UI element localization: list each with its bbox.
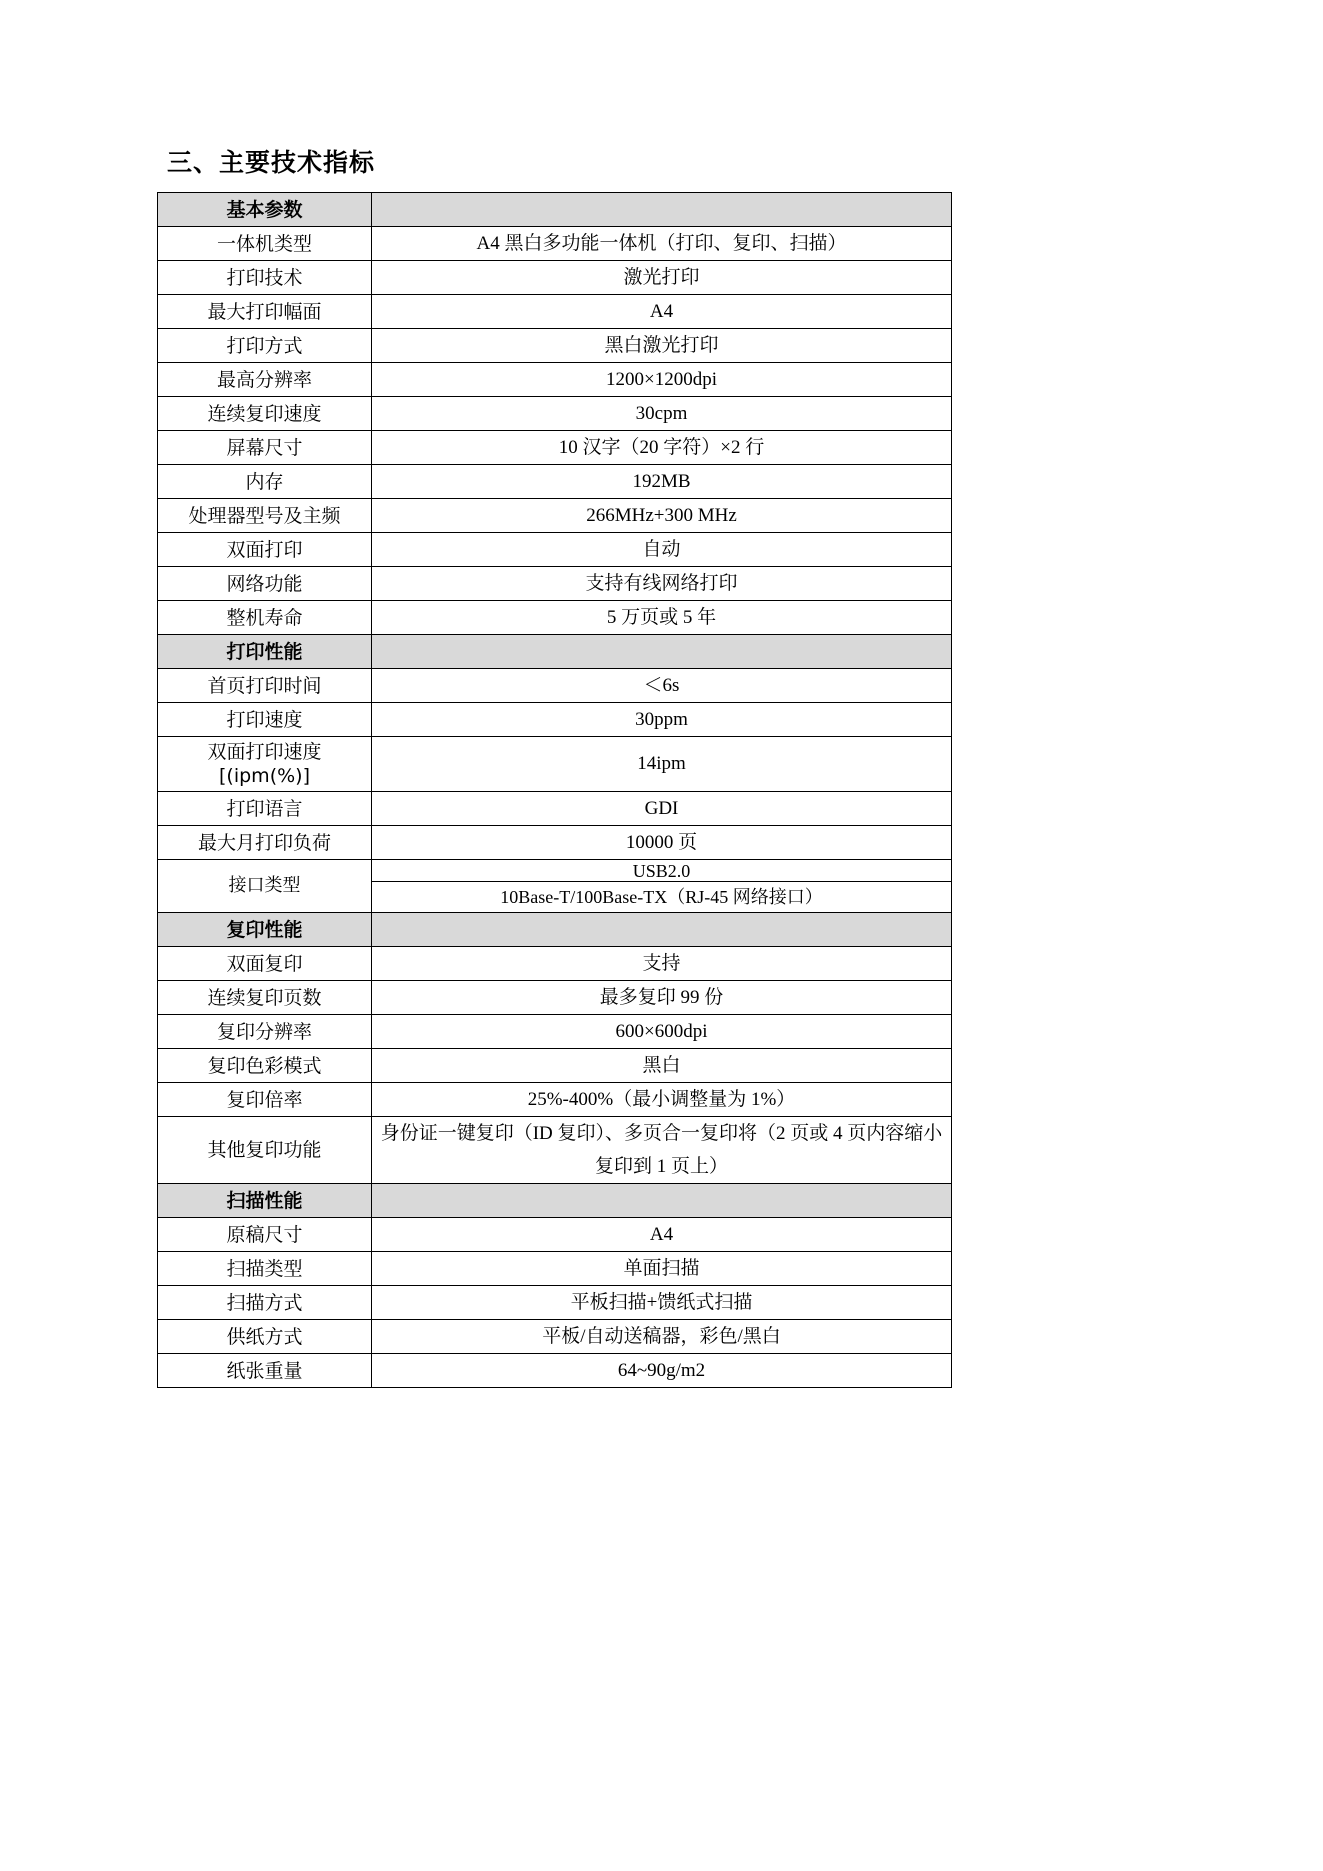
row-label: 处理器型号及主频 (158, 499, 372, 533)
section-title: 扫描性能 (158, 1184, 372, 1218)
row-value: 激光打印 (372, 261, 952, 295)
row-label: 最大月打印负荷 (158, 826, 372, 860)
section-blank (372, 913, 952, 947)
table-row (158, 860, 952, 882)
row-label: 整机寿命 (158, 601, 372, 635)
row-label: 最大打印幅面 (158, 295, 372, 329)
row-value: 单面扫描 (372, 1252, 952, 1286)
row-label: 最高分辨率 (158, 363, 372, 397)
row-value: 192MB (372, 465, 952, 499)
table-row (158, 703, 952, 737)
table-row (158, 397, 952, 431)
row-label: 打印方式 (158, 329, 372, 363)
row-value: 5 万页或 5 年 (372, 601, 952, 635)
row-label: 打印技术 (158, 261, 372, 295)
section-header (158, 193, 952, 227)
table-row (158, 601, 952, 635)
table-row (158, 1354, 952, 1388)
row-value: 25%-400%（最小调整量为 1%） (372, 1083, 952, 1117)
row-value: A4 黑白多功能一体机（打印、复印、扫描） (372, 227, 952, 261)
section-blank (372, 635, 952, 669)
table-row (158, 1218, 952, 1252)
section-blank (372, 193, 952, 227)
row-label: 首页打印时间 (158, 669, 372, 703)
table-row (158, 1252, 952, 1286)
row-label: 扫描方式 (158, 1286, 372, 1320)
table-row (158, 737, 952, 792)
table-row (158, 1286, 952, 1320)
row-value: 自动 (372, 533, 952, 567)
section-header (158, 913, 952, 947)
section-title: 基本参数 (158, 193, 372, 227)
row-value: 30cpm (372, 397, 952, 431)
page-title: 三、主要技术指标 (167, 148, 376, 177)
row-value: 1200×1200dpi (372, 363, 952, 397)
row-label: 复印倍率 (158, 1083, 372, 1117)
table-row (158, 227, 952, 261)
row-label: 原稿尺寸 (158, 1218, 372, 1252)
table-row (158, 1083, 952, 1117)
row-value: 平板扫描+馈纸式扫描 (372, 1286, 952, 1320)
table-row (158, 947, 952, 981)
row-value: 30ppm (372, 703, 952, 737)
section-blank (372, 1184, 952, 1218)
section-header (158, 635, 952, 669)
table-row (158, 465, 952, 499)
row-value: 黑白 (372, 1049, 952, 1083)
row-value: ＜6s (372, 669, 952, 703)
table-row (158, 431, 952, 465)
row-label: 双面复印 (158, 947, 372, 981)
row-value: 10000 页 (372, 826, 952, 860)
table-row (158, 1320, 952, 1354)
section-title: 复印性能 (158, 913, 372, 947)
row-label: 复印分辨率 (158, 1015, 372, 1049)
row-label: 供纸方式 (158, 1320, 372, 1354)
table-row (158, 363, 952, 397)
section-header (158, 1184, 952, 1218)
table-row (158, 295, 952, 329)
row-label: 双面打印速度[(ipm(%)] (158, 737, 372, 792)
row-label: 扫描类型 (158, 1252, 372, 1286)
row-value: A4 (372, 1218, 952, 1252)
row-value: 平板/自动送稿器，彩色/黑白 (372, 1320, 952, 1354)
table-row (158, 1117, 952, 1184)
row-label: 连续复印速度 (158, 397, 372, 431)
row-label: 接口类型 (158, 860, 372, 913)
row-value: 10Base-T/100Base-TX（RJ-45 网络接口） (372, 882, 952, 913)
row-value: 64~90g/m2 (372, 1354, 952, 1388)
row-label: 一体机类型 (158, 227, 372, 261)
row-label: 打印速度 (158, 703, 372, 737)
table-row (158, 499, 952, 533)
table-row (158, 826, 952, 860)
row-value: USB2.0 (372, 860, 952, 882)
row-label: 内存 (158, 465, 372, 499)
row-value: 10 汉字（20 字符）×2 行 (372, 431, 952, 465)
table-row (158, 1015, 952, 1049)
table-row (158, 533, 952, 567)
table-row (158, 261, 952, 295)
row-label: 复印色彩模式 (158, 1049, 372, 1083)
row-value: 支持有线网络打印 (372, 567, 952, 601)
row-value: 身份证一键复印（ID 复印）、多页合一复印将（2 页或 4 页内容缩小复印到 1 页上） (372, 1117, 952, 1184)
row-label: 打印语言 (158, 792, 372, 826)
row-value: 14ipm (372, 737, 952, 792)
row-value: 600×600dpi (372, 1015, 952, 1049)
row-label: 连续复印页数 (158, 981, 372, 1015)
row-value: GDI (372, 792, 952, 826)
table-row (158, 1049, 952, 1083)
row-label: 屏幕尺寸 (158, 431, 372, 465)
row-value: A4 (372, 295, 952, 329)
row-label: 纸张重量 (158, 1354, 372, 1388)
row-label: 网络功能 (158, 567, 372, 601)
row-value: 支持 (372, 947, 952, 981)
table-row (158, 329, 952, 363)
row-label: 其他复印功能 (158, 1117, 372, 1184)
row-value: 266MHz+300 MHz (372, 499, 952, 533)
table-row (158, 669, 952, 703)
section-title: 打印性能 (158, 635, 372, 669)
row-value: 黑白激光打印 (372, 329, 952, 363)
spec-table (157, 192, 952, 1388)
table-row (158, 981, 952, 1015)
row-value: 最多复印 99 份 (372, 981, 952, 1015)
row-label: 双面打印 (158, 533, 372, 567)
table-row (158, 567, 952, 601)
table-row (158, 792, 952, 826)
